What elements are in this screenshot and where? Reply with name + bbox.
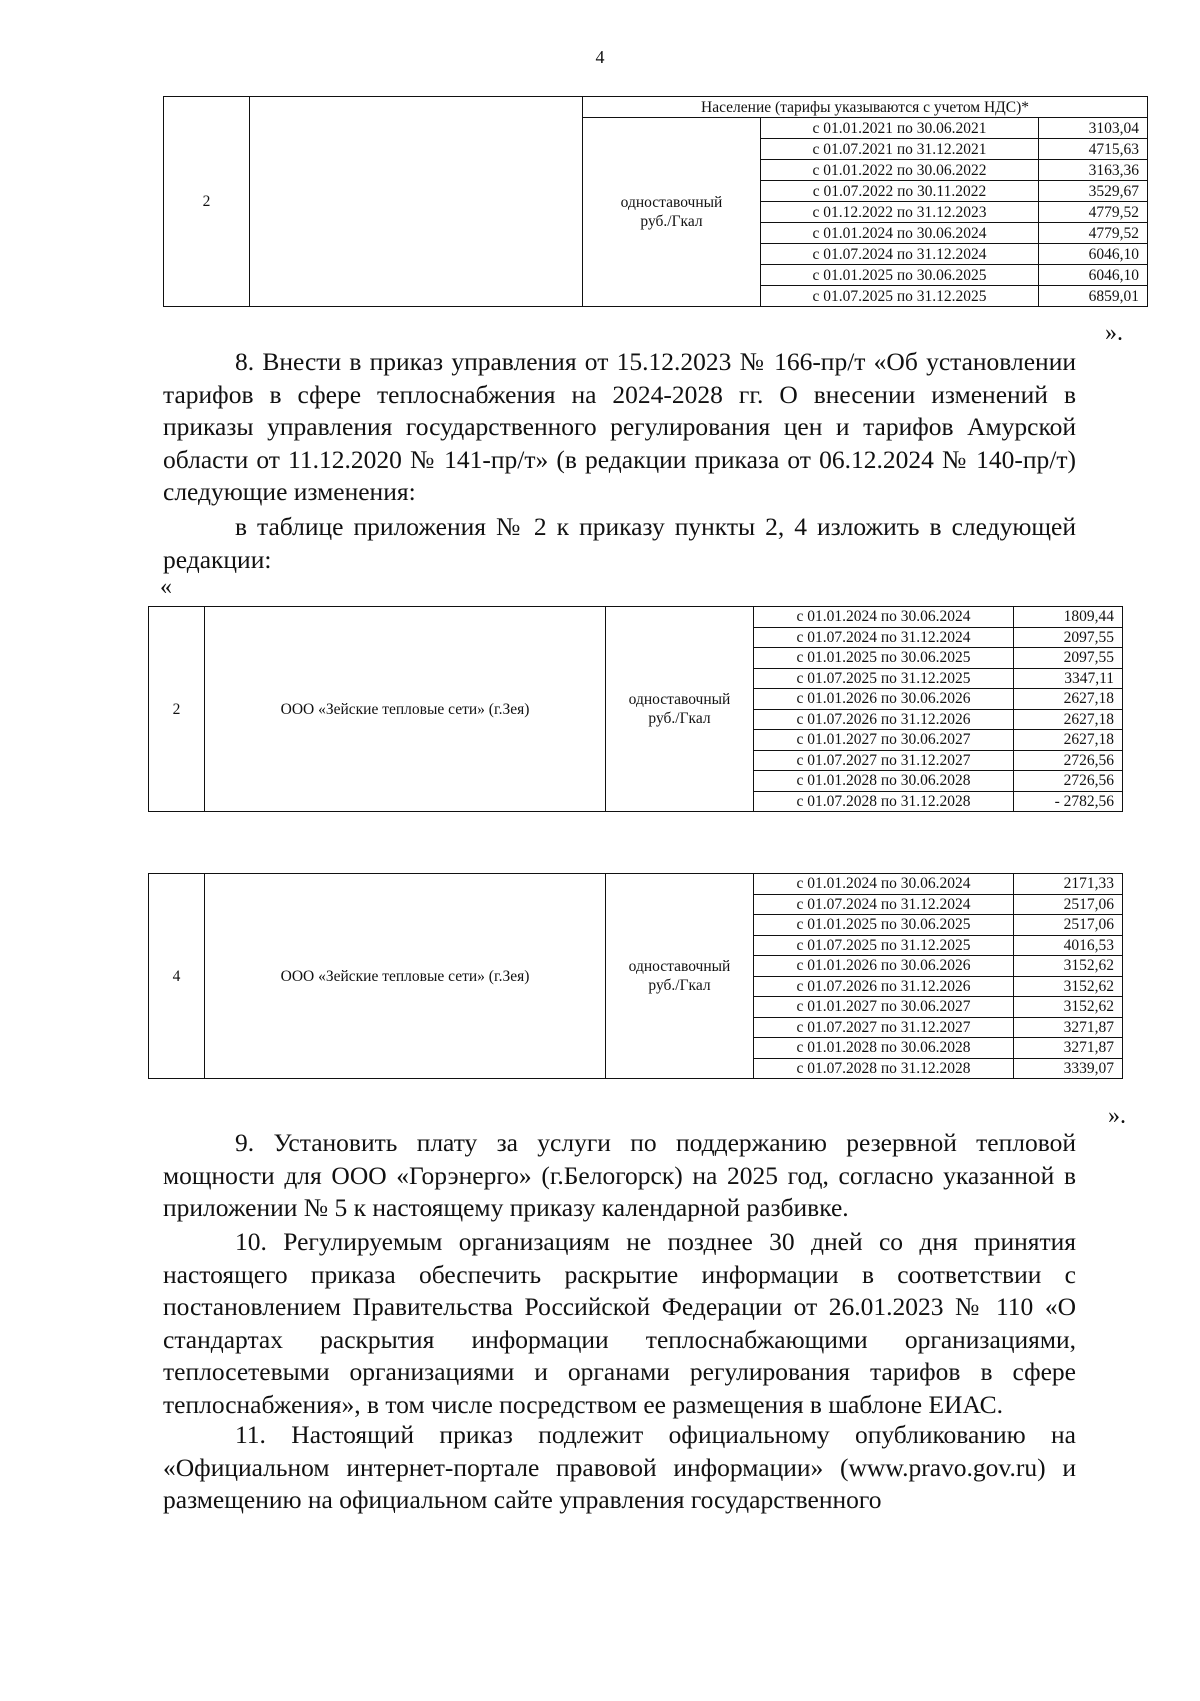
tariff-table-item-4 <box>148 873 1123 1079</box>
tariff-row <box>149 607 1123 628</box>
tariff-row <box>149 874 1123 895</box>
value-cell: 1809,44 <box>1014 607 1123 628</box>
period-cell: с 01.07.2026 по 31.12.2026 <box>754 709 1014 730</box>
period-cell: с 01.07.2028 по 31.12.2028 <box>754 791 1014 812</box>
period-cell: с 01.07.2021 по 31.12.2021 <box>761 139 1039 160</box>
paragraph-9: 9. Установить плату за услуги по поддержанию резервной тепловой мощности для ООО «Горэнерго» (г.Белогорск) на 2025 год, согласно указанной в приложении № 5 к настоящему приказу календарной разбивке. <box>163 1128 1076 1222</box>
value-cell: 3163,36 <box>1039 160 1148 181</box>
tariff-type-line: одноставочный <box>628 958 731 975</box>
period-cell: с 01.01.2027 по 30.06.2027 <box>754 730 1014 751</box>
value-cell: 3347,11 <box>1014 668 1123 689</box>
period-cell: с 01.01.2028 по 30.06.2028 <box>754 771 1014 792</box>
value-cell: 6046,10 <box>1039 265 1148 286</box>
period-cell: с 01.07.2027 по 31.12.2027 <box>754 750 1014 771</box>
value-cell: 2097,55 <box>1014 648 1123 669</box>
paragraph-8-sub: в таблице приложения № 2 к приказу пункты 2, 4 изложить в следующей редакции: <box>163 512 1076 574</box>
value-cell: 2171,33 <box>1014 874 1123 895</box>
organization-cell: ООО «Зейские тепловые сети» (г.Зея) <box>205 874 606 1079</box>
period-cell: с 01.01.2021 по 30.06.2021 <box>761 118 1039 139</box>
value-cell: 4715,63 <box>1039 139 1148 160</box>
period-cell: с 01.07.2025 по 31.12.2025 <box>754 668 1014 689</box>
row-number-cell: 2 <box>149 607 205 812</box>
period-cell: с 01.01.2028 по 30.06.2028 <box>754 1038 1014 1059</box>
value-cell: 3271,87 <box>1014 1017 1123 1038</box>
period-cell: с 01.01.2024 по 30.06.2024 <box>754 874 1014 895</box>
value-cell: - 2782,56 <box>1014 791 1123 812</box>
value-cell: 2627,18 <box>1014 730 1123 751</box>
paragraph-11: 11. Настоящий приказ подлежит официальному опубликованию на «Официальном интернет-портале правовой информации» (www.pravo.gov.ru) и размещению на официальном сайте управления государственного <box>163 1420 1076 1514</box>
period-cell: с 01.07.2025 по 31.12.2025 <box>754 935 1014 956</box>
value-cell: 3529,67 <box>1039 181 1148 202</box>
period-cell: с 01.01.2026 по 30.06.2026 <box>754 689 1014 710</box>
period-cell: с 01.01.2024 по 30.06.2024 <box>761 223 1039 244</box>
tariff-type-line: руб./Гкал <box>648 710 711 727</box>
value-cell: 6046,10 <box>1039 244 1148 265</box>
value-cell: 2726,56 <box>1014 750 1123 771</box>
value-cell: 3271,87 <box>1014 1038 1123 1059</box>
value-cell: 6859,01 <box>1039 286 1148 307</box>
period-cell: с 01.01.2024 по 30.06.2024 <box>754 607 1014 628</box>
value-cell: 3152,62 <box>1014 997 1123 1018</box>
value-cell: 4779,52 <box>1039 202 1148 223</box>
value-cell: 4779,52 <box>1039 223 1148 244</box>
tariff-table-population <box>163 96 1148 307</box>
period-cell: с 01.07.2025 по 31.12.2025 <box>761 286 1039 307</box>
period-cell: с 01.01.2027 по 30.06.2027 <box>754 997 1014 1018</box>
opening-quote: « <box>160 574 172 600</box>
period-cell: с 01.01.2025 по 30.06.2025 <box>761 265 1039 286</box>
value-cell: 3339,07 <box>1014 1058 1123 1079</box>
tariff-type-cell <box>606 874 754 1079</box>
value-cell: 3152,62 <box>1014 976 1123 997</box>
row-number-cell: 2 <box>164 97 250 307</box>
value-cell: 3152,62 <box>1014 956 1123 977</box>
tariff-type-line: одноставочный <box>620 194 723 211</box>
period-cell: с 01.07.2024 по 31.12.2024 <box>761 244 1039 265</box>
period-cell: с 01.01.2026 по 30.06.2026 <box>754 956 1014 977</box>
value-cell: 4016,53 <box>1014 935 1123 956</box>
period-cell: с 01.07.2026 по 31.12.2026 <box>754 976 1014 997</box>
tariff-type-line: руб./Гкал <box>648 977 711 994</box>
value-cell: 2097,55 <box>1014 627 1123 648</box>
tariff-type-line: одноставочный <box>628 691 731 708</box>
closing-quote: ». <box>1108 1103 1126 1129</box>
page-number: 4 <box>595 47 605 67</box>
value-cell: 2726,56 <box>1014 771 1123 792</box>
tariff-type-cell <box>606 607 754 812</box>
period-cell: с 01.07.2024 по 31.12.2024 <box>754 894 1014 915</box>
period-cell: с 01.07.2027 по 31.12.2027 <box>754 1017 1014 1038</box>
tariff-table-item-2 <box>148 606 1123 812</box>
paragraph-8: 8. Внести в приказ управления от 15.12.2023 № 166-пр/т «Об установлении тарифов в сфере теплоснабжения на 2024-2028 гг. О внесении изменений в приказы управления государственного регулирования цен и тарифов Амурской области от 11.12.2020 № 141-пр/т» (в редакции приказа от 06.12.2024 № 140-пр/т) следующие изменения: <box>163 347 1076 506</box>
period-cell: с 01.01.2025 по 30.06.2025 <box>754 915 1014 936</box>
value-cell: 3103,04 <box>1039 118 1148 139</box>
period-cell: с 01.07.2022 по 30.11.2022 <box>761 181 1039 202</box>
value-cell: 2627,18 <box>1014 709 1123 730</box>
paragraph-10: 10. Регулируемым организациям не позднее 30 дней со дня принятия настоящего приказа обеспечить раскрытие информации в соответствии с постановлением Правительства Российской Федерации от 26.01.2023 № 110 «О стандартах раскрытия информации теплоснабжающими организациями, теплосетевыми организациями и органами регулирования тарифов в сфере теплоснабжения», в том числе посредством ее размещения в шаблоне ЕИАС. <box>163 1227 1076 1419</box>
organization-cell: ООО «Зейские тепловые сети» (г.Зея) <box>205 607 606 812</box>
period-cell: с 01.01.2025 по 30.06.2025 <box>754 648 1014 669</box>
tariff-type-cell <box>583 118 761 307</box>
value-cell: 2627,18 <box>1014 689 1123 710</box>
period-cell: с 01.12.2022 по 31.12.2023 <box>761 202 1039 223</box>
value-cell: 2517,06 <box>1014 894 1123 915</box>
row-number-cell: 4 <box>149 874 205 1079</box>
tariff-type-line: руб./Гкал <box>640 213 703 230</box>
period-cell: с 01.07.2024 по 31.12.2024 <box>754 627 1014 648</box>
closing-quote: ». <box>1105 320 1123 346</box>
period-cell: с 01.07.2028 по 31.12.2028 <box>754 1058 1014 1079</box>
org-cell-empty <box>250 97 583 307</box>
period-cell: с 01.01.2022 по 30.06.2022 <box>761 160 1039 181</box>
value-cell: 2517,06 <box>1014 915 1123 936</box>
population-header: Население (тарифы указываются с учетом НДС)* <box>583 97 1148 118</box>
